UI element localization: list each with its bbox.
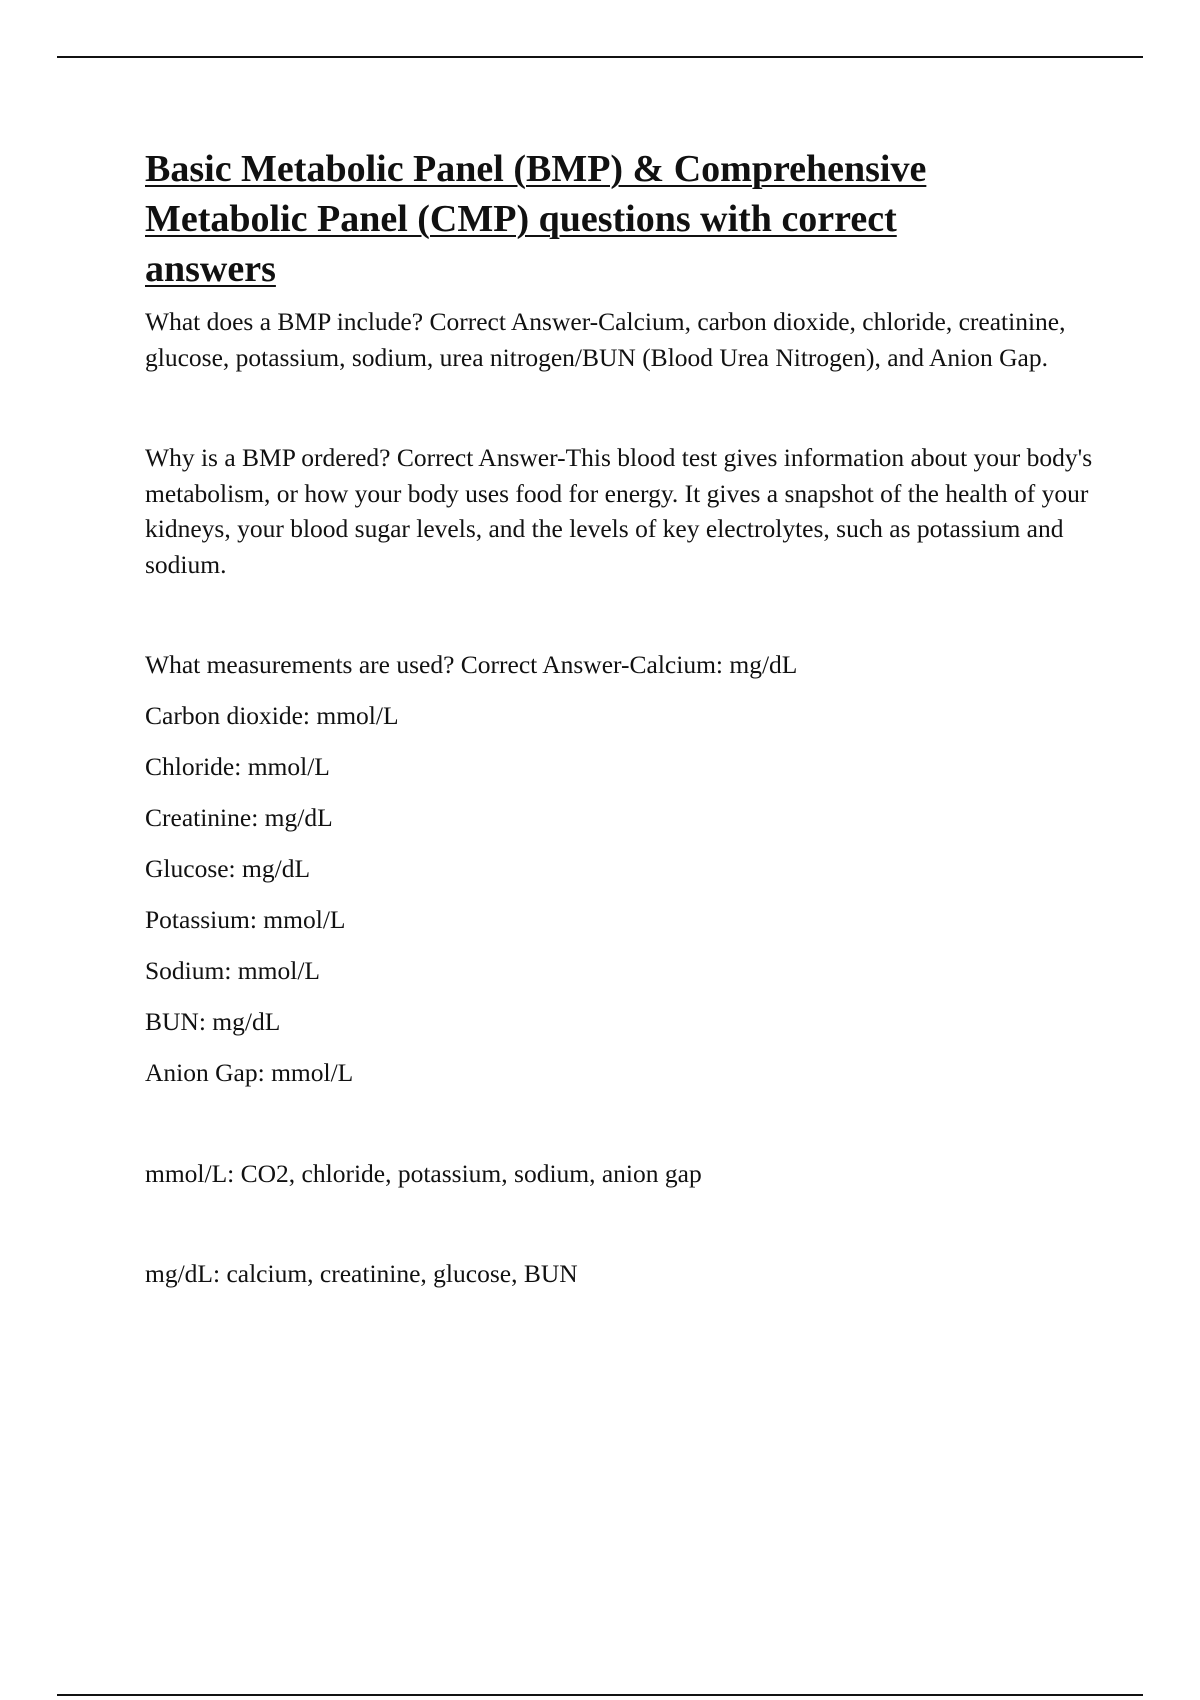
measurement-list [145,698,1105,1091]
qa-bmp-includes: What does a BMP include? Correct Answer-Calcium, carbon dioxide, chloride, creatinine, glucose, potassium, sodium, urea nitrogen/BUN (Blood Urea Nitrogen), and Anion Gap. [145,307,1066,372]
top-rule [57,56,1143,58]
measurement-item: Carbon dioxide: mmol/L [145,701,399,730]
qa-bmp-ordered: Why is a BMP ordered? Correct Answer-This blood test gives information about your body's metabolism, or how your body uses food for energy. It gives a snapshot of the health of your kidneys, your blood sugar levels, and the levels of key electrolytes, such as potassium and sodium. [145,443,1093,579]
measurement-item: BUN: mg/dL [145,1007,281,1036]
qa-measurements: What measurements are used? Correct Answer-Calcium: mg/dL [145,650,798,679]
measurement-item: Glucose: mg/dL [145,854,311,883]
measurement-item: Anion Gap: mmol/L [145,1058,354,1087]
measurement-item: Sodium: mmol/L [145,956,320,985]
measurement-item: Creatinine: mg/dL [145,803,333,832]
document-body [145,144,1105,1292]
measurement-item: Chloride: mmol/L [145,752,330,781]
document-title: Basic Metabolic Panel (BMP) & Comprehensive Metabolic Panel (CMP) questions with correct answers [145,148,927,290]
summary-mgdl: mg/dL: calcium, creatinine, glucose, BUN [145,1259,578,1288]
summary-mmol: mmol/L: CO2, chloride, potassium, sodium, anion gap [145,1158,702,1188]
bottom-rule [57,1694,1143,1696]
measurement-item: Potassium: mmol/L [145,905,346,934]
